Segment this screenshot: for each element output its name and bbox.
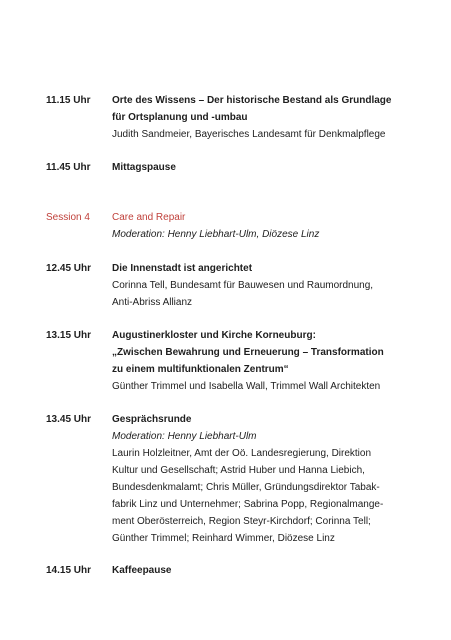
entry-title-line: Augustinerkloster und Kirche Korneuburg: [112, 330, 316, 341]
entry-content [112, 411, 436, 547]
entry-content [112, 327, 436, 395]
entry-speaker: ment Oberösterreich, Region Steyr-Kirchdorf; Corinna Tell; [112, 516, 371, 527]
entry-title-line: Kaffeepause [112, 565, 172, 576]
entry-content [112, 209, 436, 243]
entry-speaker: Corinna Tell, Bundesamt für Bauwesen und Raumordnung, [112, 280, 374, 291]
entry-speaker: Judith Sandmeier, Bayerisches Landesamt für Denkmalpflege [112, 129, 386, 140]
entry-content [112, 260, 436, 311]
program-entry-1115 [46, 92, 436, 143]
entry-time: 13.15 Uhr [46, 330, 92, 341]
entry-speaker: Anti-Abriss Allianz [112, 297, 193, 308]
entry-content [112, 159, 436, 176]
program-entry-1145 [46, 159, 436, 176]
session-4-header [46, 209, 436, 243]
entry-content [112, 562, 436, 579]
entry-speaker: Kultur und Gesellschaft; Astrid Huber und Hanna Liebich, [112, 465, 365, 476]
entry-time: 14.15 Uhr [46, 565, 92, 576]
entry-time: 12.45 Uhr [46, 263, 92, 274]
program-entry-1415 [46, 562, 436, 579]
entry-title-line: zu einem multifunktionalen Zentrum“ [112, 364, 289, 375]
entry-content [112, 92, 436, 143]
entry-time: 11.45 Uhr [46, 162, 91, 173]
entry-speaker: Günther Trimmel; Reinhard Wimmer, Diözese Linz [112, 533, 335, 544]
entry-title-line: „Zwischen Bewahrung und Erneuerung – Transformation [112, 347, 384, 358]
session-moderation: Moderation: Henny Liebhart-Ulm, Diözese Linz [112, 229, 320, 240]
entry-speaker: fabrik Linz und Unternehmer; Sabrina Popp, Regionalmange- [112, 499, 384, 510]
entry-speaker: Günther Trimmel und Isabella Wall, Trimmel Wall Architekten [112, 381, 381, 392]
entry-moderation: Moderation: Henny Liebhart-Ulm [112, 431, 257, 442]
entry-title-line: Mittagspause [112, 162, 176, 173]
entry-title-line: Die Innenstadt ist angerichtet [112, 263, 253, 274]
entry-time: 13.45 Uhr [46, 414, 92, 425]
program-entry-1345 [46, 411, 436, 547]
entry-speaker: Bundesdenkmalamt; Chris Müller, Gründungsdirektor Tabak- [112, 482, 380, 493]
program-entry-1245 [46, 260, 436, 311]
entry-time: 11.15 Uhr [46, 95, 91, 106]
entry-title-line: für Ortsplanung und -umbau [112, 112, 248, 123]
entry-speaker: Laurin Holzleitner, Amt der Oö. Landesregierung, Direktion [112, 448, 372, 459]
session-title: Care and Repair [112, 212, 186, 223]
entry-title-line: Orte des Wissens – Der historische Bestand als Grundlage [112, 95, 392, 106]
program-entry-1315 [46, 327, 436, 395]
session-label: Session 4 [46, 212, 90, 223]
entry-title-line: Gesprächsrunde [112, 414, 192, 425]
